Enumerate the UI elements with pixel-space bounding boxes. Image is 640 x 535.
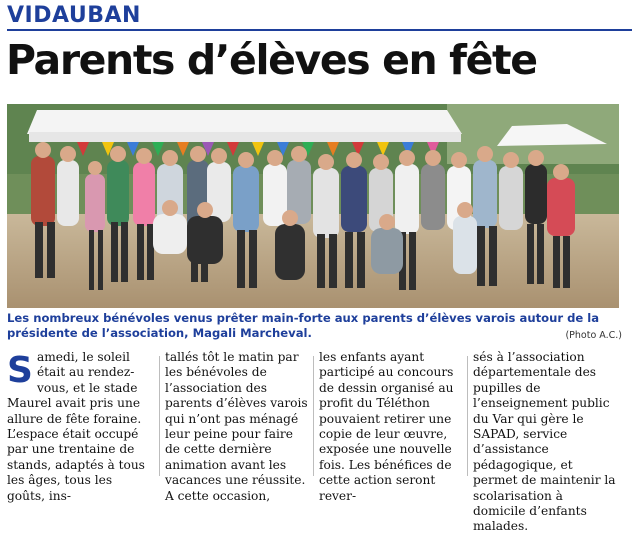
article-text: sés à l’association départementale des pupilles de l’enseignement public du Var qui gère le SAPAD, service d’assistance pédagogique, et permet de maintenir la scolarisation à domicile d’enfants malades. — [473, 350, 616, 534]
article-text: les enfants ayant participé au concours de dessin organisé au profit du Téléthon pouvaient retirer une copie de leur œuvre, exposée une nouvelle fois. Les bénéfices de cette action seront rever- — [319, 350, 454, 503]
headline: Parents d’élèves en fête — [6, 36, 537, 84]
section-rule — [7, 29, 632, 31]
article-column-3 — [319, 350, 465, 504]
photo-credit: (Photo A.C.) — [565, 330, 622, 341]
drop-cap: S — [7, 350, 33, 391]
group-photo — [7, 104, 619, 308]
article-column-4 — [473, 350, 619, 535]
article-text: amedi, le soleil était au rendez-vous, et le stade Maurel avait pris une allure de fête foraine. L’espace était occupé par une trentaine de stands, adaptés à tous les âges, tous les goûts, ins- — [7, 350, 145, 503]
article-column-2 — [165, 350, 311, 504]
photo-caption: Les nombreux bénévoles venus prêter main-forte aux parents d’élèves varois autour de la présidente de l’association, Magali Marcheval. — [7, 311, 600, 340]
article-text: tallés tôt le matin par les bénévoles de l’association des parents d’élèves varois qui n’ont pas ménagé leur peine pour faire de cette dernière animation avant les vacances une réussite. A cette occasion, — [165, 350, 308, 503]
article-body — [7, 350, 627, 534]
section-label: VIDAUBAN — [7, 3, 141, 28]
article-column-1 — [7, 350, 153, 504]
